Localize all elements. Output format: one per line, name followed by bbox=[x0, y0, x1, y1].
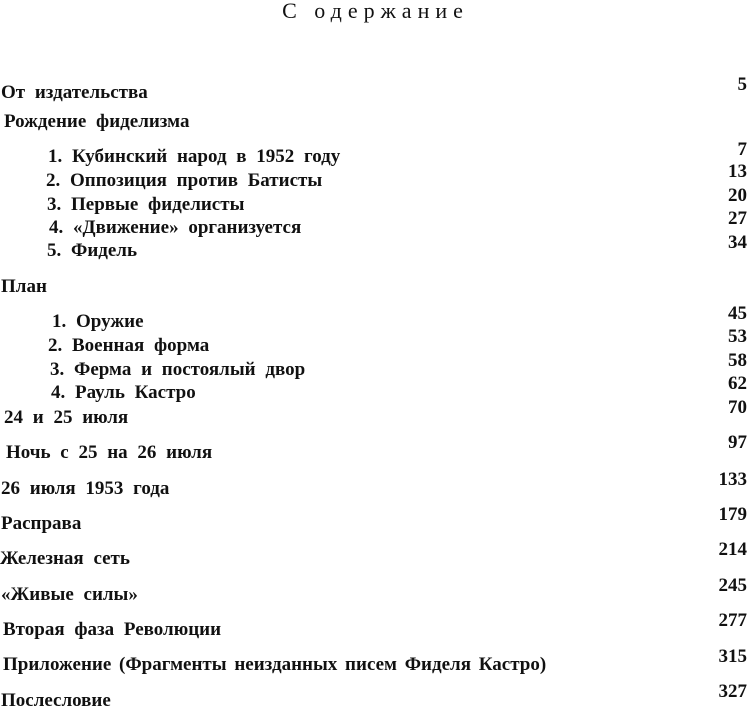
toc-entry-from-publisher: От издательства bbox=[1, 82, 148, 103]
toc-page-number: 53 bbox=[728, 326, 747, 347]
toc-page-number: 315 bbox=[718, 646, 747, 667]
toc-entry-second-phase: Вторая фаза Революции bbox=[3, 619, 222, 640]
toc-page-number: 20 bbox=[728, 185, 747, 206]
toc-entry-first-fidelistas: 3. Первые фиделисты bbox=[47, 194, 245, 215]
toc-entry-afterword: Послесловие bbox=[1, 690, 111, 711]
toc-page-number: 245 bbox=[718, 575, 747, 596]
toc-page-number: 327 bbox=[718, 681, 747, 702]
toc-page-number: 62 bbox=[728, 373, 747, 394]
toc-page-number: 45 bbox=[728, 303, 747, 324]
toc-page-number: 179 bbox=[718, 504, 747, 525]
toc-entry-farm-and-inn: 3. Ферма и постоялый двор bbox=[50, 359, 306, 380]
toc-entry-massacre: Расправа bbox=[1, 513, 82, 534]
toc-entry-fidel: 5. Фидель bbox=[47, 240, 138, 261]
toc-entry-july-24-25: 24 и 25 июля bbox=[4, 407, 129, 428]
toc-page-number: 5 bbox=[737, 74, 747, 95]
toc-page-number: 58 bbox=[728, 350, 747, 371]
page-heading: С одержание bbox=[282, 0, 469, 23]
toc-entry-appendix: Приложение (Фрагменты неизданных писем Фиделя Кастро) bbox=[3, 654, 547, 675]
toc-page-number: 277 bbox=[718, 610, 747, 631]
toc-entry-weapons: 1. Оружие bbox=[52, 311, 144, 332]
toc-entry-living-forces: «Живые силы» bbox=[1, 584, 138, 605]
toc-entry-july-26-1953: 26 июля 1953 года bbox=[1, 478, 170, 499]
toc-page-number: 214 bbox=[718, 539, 747, 560]
toc-page-number: 97 bbox=[728, 432, 747, 453]
toc-entry-uniform: 2. Военная форма bbox=[48, 335, 210, 356]
toc-entry-raul-castro: 4. Рауль Кастро bbox=[51, 382, 196, 403]
toc-entry-opposition-batista: 2. Оппозиция против Батисты bbox=[46, 170, 323, 191]
toc-section-birth-of-fidelism: Рождение фиделизма bbox=[4, 111, 190, 132]
toc-page-number: 70 bbox=[728, 397, 747, 418]
toc-page-number: 7 bbox=[737, 139, 747, 160]
toc-entry-cuban-people-1952: 1. Кубинский народ в 1952 году bbox=[48, 146, 341, 167]
toc-page-number: 34 bbox=[728, 232, 747, 253]
toc-entry-iron-net: Железная сеть bbox=[0, 548, 130, 569]
toc-entry-movement-organizes: 4. «Движение» организуется bbox=[49, 217, 302, 238]
toc-page-number: 133 bbox=[718, 469, 747, 490]
toc-entry-night-25-26: Ночь с 25 на 26 июля bbox=[6, 442, 213, 463]
toc-page-number: 13 bbox=[728, 161, 747, 182]
toc-section-plan: План bbox=[1, 276, 47, 297]
toc-page-number: 27 bbox=[728, 208, 747, 229]
